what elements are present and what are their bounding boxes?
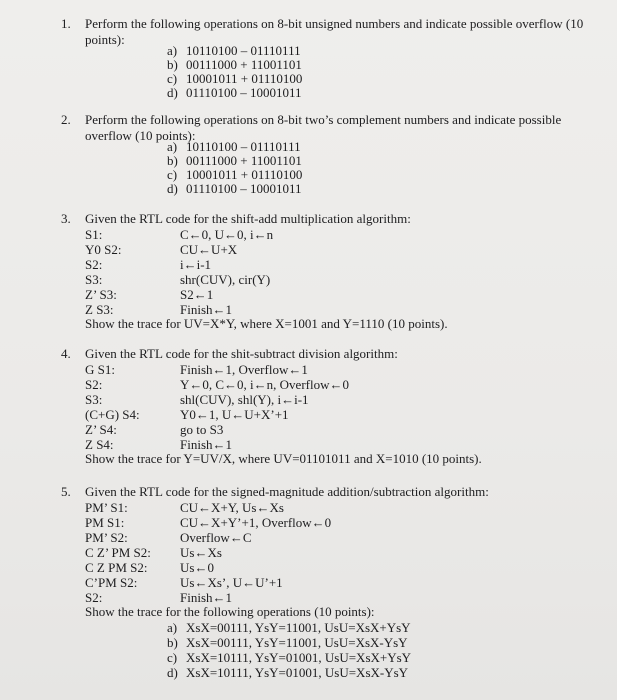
rtl-label: Z S4:	[85, 437, 114, 452]
rtl-operation: CU←X+Y’+1, Overflow←0	[180, 515, 332, 530]
rtl-label: Z S3:	[85, 302, 114, 317]
question-footer: Show the trace for the following operations (10 points):	[85, 604, 375, 619]
rtl-label: S3:	[85, 272, 103, 287]
rtl-operation: Finish←1	[180, 590, 233, 605]
item-expression: XsX=10111, YsY=01001, UsU=XsX-YsY	[186, 665, 409, 680]
rtl-label: C’PM S2:	[85, 575, 138, 590]
rtl-operation: Us←Xs’, U←U’+1	[180, 575, 283, 590]
question-text: Given the RTL code for the shit-subtract division algorithm:	[85, 346, 398, 361]
question-number: 2.	[61, 112, 71, 127]
item-tag: d)	[167, 85, 178, 100]
item-expression: 10001011 + 01110100	[186, 71, 303, 86]
rtl-label: PM’ S2:	[85, 530, 128, 545]
item-expression: 10110100 – 01110111	[186, 43, 301, 58]
item-expression: 00111000 + 11001101	[186, 57, 302, 72]
item-expression: 01110100 – 10001011	[186, 85, 302, 100]
question-footer: Show the trace for Y=UV/X, where UV=01101011 and X=1010 (10 points).	[85, 451, 482, 466]
rtl-operation: CU←X+Y, Us←Xs	[180, 500, 284, 515]
rtl-operation: CU←U+X	[180, 242, 238, 257]
rtl-label: S2:	[85, 590, 103, 605]
rtl-operation: C←0, U←0, i←n	[180, 227, 274, 242]
rtl-operation: shl(CUV), shl(Y), i←i-1	[180, 392, 309, 407]
rtl-operation: Us←0	[180, 560, 214, 575]
item-tag: d)	[167, 181, 178, 196]
rtl-label: S1:	[85, 227, 103, 242]
rtl-label: S2:	[85, 257, 103, 272]
question-number: 5.	[61, 484, 71, 499]
item-tag: d)	[167, 665, 178, 680]
item-tag: c)	[167, 650, 178, 665]
item-tag: a)	[167, 139, 178, 154]
question-number: 4.	[61, 346, 71, 361]
rtl-label: Y0 S2:	[85, 242, 122, 257]
item-tag: b)	[167, 57, 178, 72]
question-text: Given the RTL code for the shift-add multiplication algorithm:	[85, 211, 411, 226]
rtl-operation: Finish←1, Overflow←1	[180, 362, 308, 377]
rtl-label: Z’ S3:	[85, 287, 117, 302]
item-tag: a)	[167, 620, 178, 635]
question-text: Given the RTL code for the signed-magnitude addition/subtraction algorithm:	[85, 484, 489, 499]
rtl-label: G S1:	[85, 362, 115, 377]
item-expression: XsX=10111, YsY=01001, UsU=XsX+YsY	[186, 650, 412, 665]
question-number: 3.	[61, 211, 71, 226]
rtl-operation: Finish←1	[180, 437, 233, 452]
item-tag: b)	[167, 635, 178, 650]
rtl-operation: Y←0, C←0, i←n, Overflow←0	[180, 377, 349, 392]
question-footer: Show the trace for UV=X*Y, where X=1001 and Y=1110 (10 points).	[85, 316, 448, 331]
rtl-label: S3:	[85, 392, 103, 407]
rtl-label: PM’ S1:	[85, 500, 128, 515]
rtl-label: C Z PM S2:	[85, 560, 148, 575]
item-expression: 10110100 – 01110111	[186, 139, 301, 154]
rtl-label: S2:	[85, 377, 103, 392]
item-tag: a)	[167, 43, 178, 58]
item-expression: 00111000 + 11001101	[186, 153, 302, 168]
question-text: Perform the following operations on 8-bit two’s complement numbers and indicate possible overflow (10 points):	[85, 112, 562, 143]
item-expression: XsX=00111, YsY=11001, UsU=XsX+YsY	[186, 620, 411, 635]
item-expression: 10001011 + 01110100	[186, 167, 303, 182]
rtl-operation: shr(CUV), cir(Y)	[180, 272, 271, 287]
rtl-operation: Y0←1, U←U+X’+1	[180, 407, 289, 422]
rtl-label: Z’ S4:	[85, 422, 117, 437]
rtl-operation: Overflow←C	[180, 530, 252, 545]
question-number: 1.	[61, 16, 71, 31]
rtl-label: PM S1:	[85, 515, 125, 530]
rtl-label: C Z’ PM S2:	[85, 545, 151, 560]
item-tag: c)	[167, 71, 178, 86]
item-expression: 01110100 – 10001011	[186, 181, 302, 196]
rtl-operation: go to S3	[180, 422, 224, 437]
item-tag: c)	[167, 167, 178, 182]
rtl-operation: Us←Xs	[180, 545, 222, 560]
rtl-operation: i←i-1	[180, 257, 212, 272]
item-expression: XsX=00111, YsY=11001, UsU=XsX-YsY	[186, 635, 408, 650]
item-tag: b)	[167, 153, 178, 168]
rtl-label: (C+G) S4:	[85, 407, 140, 422]
question-text: Perform the following operations on 8-bit unsigned numbers and indicate possible overflow (10 points):	[85, 16, 584, 47]
rtl-operation: Finish←1	[180, 302, 233, 317]
rtl-operation: S2←1	[180, 287, 214, 302]
